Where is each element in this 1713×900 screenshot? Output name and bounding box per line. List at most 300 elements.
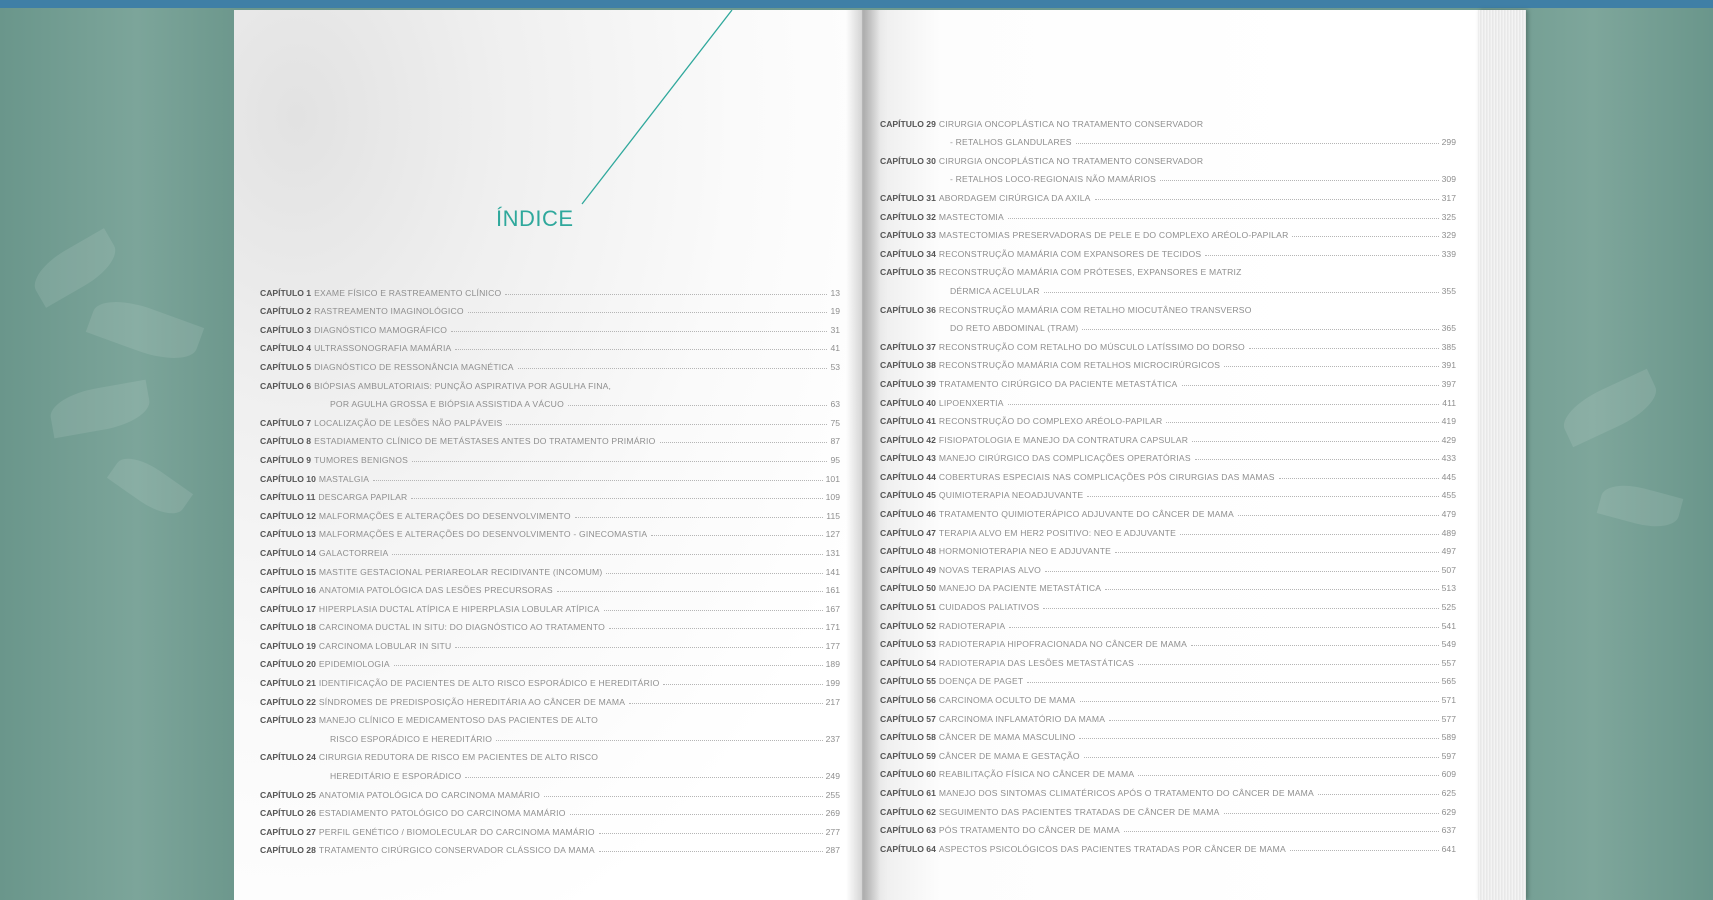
- dot-leader: [1084, 757, 1439, 758]
- dot-leader: [496, 740, 823, 741]
- chapter-title: RADIOTERAPIA HIPOFRACIONADA NO CÂNCER DE MAMA: [938, 639, 1188, 650]
- page-number: 237: [825, 733, 840, 744]
- chapter-title: IDENTIFICAÇÃO DE PACIENTES DE ALTO RISCO ESPORÁDICO E HEREDITÁRIO: [318, 678, 660, 689]
- chapter-title: LIPOENXERTIA: [938, 397, 1004, 408]
- toc-entry: [260, 744, 840, 763]
- chapter-number: CAPÍTULO 61: [880, 787, 936, 798]
- toc-entry: [880, 110, 1456, 129]
- dot-leader: [1180, 534, 1439, 535]
- chapter-title: CIRURGIA REDUTORA DE RISCO EM PACIENTES DE ALTO RISCO: [318, 752, 599, 763]
- dot-leader: [1249, 348, 1439, 349]
- chapter-number: CAPÍTULO 3: [260, 324, 312, 335]
- page-number: 513: [1441, 583, 1456, 594]
- toc-left-column: [260, 279, 840, 855]
- chapter-title: SÍNDROMES DE PREDISPOSIÇÃO HEREDITÁRIA AO CÂNCER DE MAMA: [318, 696, 626, 707]
- toc-entry: [880, 166, 1456, 185]
- dot-leader: [1115, 552, 1439, 553]
- dot-leader: [663, 684, 822, 685]
- toc-entry: [880, 203, 1456, 222]
- dot-leader: [599, 833, 823, 834]
- toc-entry: [260, 521, 840, 540]
- chapter-title: CUIDADOS PALIATIVOS: [938, 602, 1040, 613]
- chapter-number: CAPÍTULO 45: [880, 490, 936, 501]
- page-number: 309: [1441, 174, 1456, 185]
- chapter-title: LOCALIZAÇÃO DE LESÕES NÃO PALPÁVEIS: [314, 417, 503, 428]
- toc-entry: [260, 800, 840, 819]
- chapter-number: CAPÍTULO 20: [260, 659, 316, 670]
- dot-leader: [1192, 441, 1439, 442]
- toc-entry: [880, 724, 1456, 743]
- toc-entry: [880, 742, 1456, 761]
- chapter-title: DO RETO ABDOMINAL (TRAM): [950, 323, 1079, 334]
- toc-entry: [260, 725, 840, 744]
- chapter-title: MASTALGIA: [318, 473, 370, 484]
- toc-entry: [260, 409, 840, 428]
- chapter-number: CAPÍTULO 42: [880, 434, 936, 445]
- chapter-title: ULTRASSONOGRAFIA MAMÁRIA: [314, 343, 452, 354]
- chapter-title: RECONSTRUÇÃO MAMÁRIA COM RETALHOS MICROCIRÚRGICOS: [938, 360, 1221, 371]
- chapter-title: FISIOPATOLOGIA E MANEJO DA CONTRATURA CAPSULAR: [938, 434, 1189, 445]
- page-number: 199: [825, 678, 840, 689]
- chapter-number: CAPÍTULO 2: [260, 306, 312, 317]
- page-number: 525: [1441, 602, 1456, 613]
- chapter-number: CAPÍTULO 7: [260, 417, 312, 428]
- dot-leader: [1160, 180, 1439, 181]
- chapter-title: CIRURGIA ONCOPLÁSTICA NO TRATAMENTO CONSERVADOR: [938, 155, 1204, 166]
- dot-leader: [1290, 850, 1439, 851]
- chapter-number: CAPÍTULO 33: [880, 230, 936, 241]
- chapter-number: CAPÍTULO 48: [880, 546, 936, 557]
- toc-entry: [880, 538, 1456, 557]
- chapter-title: MALFORMAÇÕES E ALTERAÇÕES DO DESENVOLVIMENTO: [318, 510, 571, 521]
- chapter-title: COBERTURAS ESPECIAIS NAS COMPLICAÇÕES PÓS CIRURGIAS DAS MAMAS: [938, 471, 1275, 482]
- page-number: 589: [1441, 732, 1456, 743]
- page-number: 317: [1441, 192, 1456, 203]
- page-number: 433: [1441, 453, 1456, 464]
- toc-entry: [260, 651, 840, 670]
- chapter-number: CAPÍTULO 13: [260, 529, 316, 540]
- chapter-title: RECONSTRUÇÃO DO COMPLEXO ARÉOLO-PAPILAR: [938, 416, 1163, 427]
- chapter-number: CAPÍTULO 21: [260, 678, 316, 689]
- chapter-number: CAPÍTULO 46: [880, 509, 936, 520]
- chapter-title: TRATAMENTO CIRÚRGICO CONSERVADOR CLÁSSICO DA MAMA: [318, 845, 595, 856]
- page-number: 255: [825, 789, 840, 800]
- chapter-number: CAPÍTULO 18: [260, 622, 316, 633]
- dot-leader: [1138, 775, 1438, 776]
- dot-leader: [609, 628, 823, 629]
- chapter-title: BIÓPSIAS AMBULATORIAIS: PUNÇÃO ASPIRATIVA POR AGULHA FINA,: [314, 380, 612, 391]
- dot-leader: [412, 461, 827, 462]
- toc-entry: [880, 315, 1456, 334]
- page-number: 95: [830, 454, 840, 465]
- chapter-title: DOENÇA DE PAGET: [938, 676, 1024, 687]
- dot-leader: [1080, 701, 1439, 702]
- dot-leader: [570, 814, 823, 815]
- page-number: 101: [825, 473, 840, 484]
- toc-entry: [880, 426, 1456, 445]
- dot-leader: [451, 331, 827, 332]
- page-number: 115: [826, 510, 840, 521]
- toc-entry: [260, 818, 840, 837]
- page-number: 217: [825, 696, 840, 707]
- page-number: 189: [825, 659, 840, 670]
- chapter-number: CAPÍTULO 31: [880, 192, 936, 203]
- dot-leader: [1008, 218, 1439, 219]
- chapter-number: CAPÍTULO 43: [880, 453, 936, 464]
- dot-leader: [1224, 813, 1439, 814]
- chapter-title: GALACTORREIA: [318, 547, 389, 558]
- chapter-number: CAPÍTULO 27: [260, 826, 316, 837]
- toc-entry: [260, 372, 840, 391]
- dot-leader: [455, 349, 827, 350]
- chapter-title: RECONSTRUÇÃO MAMÁRIA COM PRÓTESES, EXPANSORES E MATRIZ: [938, 267, 1242, 278]
- decorative-leaf: [47, 380, 153, 439]
- page-number: 277: [825, 826, 840, 837]
- chapter-number: CAPÍTULO 8: [260, 436, 312, 447]
- chapter-title: RISCO ESPORÁDICO E HEREDITÁRIO: [330, 733, 493, 744]
- chapter-number: CAPÍTULO 40: [880, 397, 936, 408]
- toc-entry: [260, 279, 840, 298]
- dot-leader: [1008, 404, 1440, 405]
- dot-leader: [465, 777, 822, 778]
- page-number: 329: [1441, 230, 1456, 241]
- chapter-title: MANEJO DOS SINTOMAS CLIMATÉRICOS APÓS O TRATAMENTO DO CÂNCER DE MAMA: [938, 787, 1314, 798]
- chapter-title: ESTADIAMENTO PATOLÓGICO DO CARCINOMA MAMÁRIO: [318, 808, 566, 819]
- dot-leader: [411, 498, 822, 499]
- toc-entry: [260, 298, 840, 317]
- dot-leader: [1224, 366, 1438, 367]
- toc-entry: [880, 445, 1456, 464]
- toc-entry: [880, 129, 1456, 148]
- chapter-number: CAPÍTULO 22: [260, 696, 316, 707]
- toc-entry: [260, 558, 840, 577]
- page-number: 325: [1441, 211, 1456, 222]
- toc-entry: [880, 668, 1456, 687]
- chapter-title: MASTITE GESTACIONAL PERIAREOLAR RECIDIVANTE (INCOMUM): [318, 566, 603, 577]
- toc-entry: [260, 446, 840, 465]
- chapter-title: RECONSTRUÇÃO COM RETALHO DO MÚSCULO LATÍSSIMO DO DORSO: [938, 341, 1245, 352]
- dot-leader: [1009, 627, 1438, 628]
- chapter-title: CIRURGIA ONCOPLÁSTICA NO TRATAMENTO CONSERVADOR: [938, 118, 1204, 129]
- page-number: 489: [1441, 527, 1456, 538]
- toc-entry: [880, 705, 1456, 724]
- page-number: 131: [825, 547, 840, 558]
- page-number: 339: [1441, 248, 1456, 259]
- toc-entry: [880, 482, 1456, 501]
- chapter-title: DIAGNÓSTICO DE RESSONÂNCIA MAGNÉTICA: [314, 361, 514, 372]
- page-number: 167: [825, 603, 840, 614]
- chapter-number: CAPÍTULO 59: [880, 750, 936, 761]
- toc-entry: [260, 353, 840, 372]
- chapter-title: MANEJO CIRÚRGICO DAS COMPLICAÇÕES OPERATÓRIAS: [938, 453, 1191, 464]
- toc-entry: [880, 389, 1456, 408]
- chapter-title: ESTADIAMENTO CLÍNICO DE METÁSTASES ANTES DO TRATAMENTO PRIMÁRIO: [314, 436, 656, 447]
- chapter-number: CAPÍTULO 52: [880, 620, 936, 631]
- page-number: 109: [825, 492, 840, 503]
- decorative-leaf: [1556, 369, 1664, 448]
- dot-leader: [518, 368, 828, 369]
- chapter-title: CÂNCER DE MAMA E GESTAÇÃO: [938, 750, 1080, 761]
- toc-entry: [260, 484, 840, 503]
- chapter-number: CAPÍTULO 23: [260, 715, 316, 726]
- chapter-number: CAPÍTULO 62: [880, 806, 936, 817]
- chapter-number: CAPÍTULO 28: [260, 845, 316, 856]
- toc-entry: [260, 688, 840, 707]
- chapter-title: PERFIL GENÉTICO / BIOMOLECULAR DO CARCINOMA MAMÁRIO: [318, 826, 595, 837]
- toc-entry: [880, 612, 1456, 631]
- chapter-number: CAPÍTULO 55: [880, 676, 936, 687]
- toc-entry: [260, 595, 840, 614]
- toc-entry: [880, 835, 1456, 854]
- chapter-title: TERAPIA ALVO EM HER2 POSITIVO: NEO E ADJUVANTE: [938, 527, 1177, 538]
- dot-leader: [1279, 478, 1439, 479]
- chapter-number: CAPÍTULO 4: [260, 343, 312, 354]
- toc-entry: [260, 577, 840, 596]
- page-number: 171: [825, 622, 840, 633]
- chapter-number: CAPÍTULO 58: [880, 732, 936, 743]
- dot-leader: [544, 796, 823, 797]
- chapter-title: CARCINOMA OCULTO DE MAMA: [938, 695, 1076, 705]
- chapter-number: CAPÍTULO 53: [880, 639, 936, 650]
- page-number: 385: [1441, 341, 1456, 352]
- dot-leader: [1205, 255, 1438, 256]
- chapter-title: DIAGNÓSTICO MAMOGRÁFICO: [314, 324, 448, 335]
- chapter-title: MASTECTOMIAS PRESERVADORAS DE PELE E DO COMPLEXO ARÉOLO-PAPILAR: [938, 230, 1289, 241]
- dot-leader: [455, 647, 822, 648]
- chapter-title: CARCINOMA DUCTAL IN SITU: DO DIAGNÓSTICO AO TRATAMENTO: [318, 622, 606, 633]
- toc-entry: [880, 779, 1456, 798]
- chapter-number: CAPÍTULO 29: [880, 118, 936, 129]
- toc-entry: [880, 370, 1456, 389]
- top-bar: [0, 0, 1713, 8]
- chapter-number: CAPÍTULO 56: [880, 695, 936, 705]
- dot-leader: [1138, 664, 1439, 665]
- dot-leader: [1292, 236, 1438, 237]
- page-number: 625: [1441, 787, 1456, 798]
- chapter-number: CAPÍTULO 39: [880, 378, 936, 389]
- right-page: [862, 10, 1514, 900]
- chapter-number: CAPÍTULO 54: [880, 657, 936, 668]
- page-number: 429: [1441, 434, 1456, 445]
- chapter-number: CAPÍTULO 44: [880, 471, 936, 482]
- page-number: 445: [1441, 471, 1456, 482]
- left-page: [234, 10, 862, 900]
- toc-entry: [880, 519, 1456, 538]
- toc-entry: [260, 669, 840, 688]
- chapter-number: CAPÍTULO 19: [260, 640, 316, 651]
- chapter-title: DESCARGA PAPILAR: [318, 492, 408, 503]
- chapter-number: CAPÍTULO 6: [260, 380, 312, 391]
- dot-leader: [505, 294, 827, 295]
- page-number: 269: [825, 808, 840, 819]
- chapter-number: CAPÍTULO 25: [260, 789, 316, 800]
- toc-entry: [880, 556, 1456, 575]
- chapter-title: POR AGULHA GROSSA E BIÓPSIA ASSISTIDA A VÁCUO: [330, 399, 564, 410]
- chapter-title: PÓS TRATAMENTO DO CÂNCER DE MAMA: [938, 825, 1120, 836]
- chapter-title: TRATAMENTO QUIMIOTERÁPICO ADJUVANTE DO CÂNCER DE MAMA: [938, 509, 1234, 520]
- chapter-title: RADIOTERAPIA: [938, 620, 1006, 631]
- chapter-title: CÂNCER DE MAMA MASCULINO: [938, 732, 1076, 743]
- page-number: 53: [830, 361, 840, 372]
- toc-entry: [260, 632, 840, 651]
- chapter-title: MANEJO DA PACIENTE METASTÁTICA: [938, 583, 1102, 594]
- toc-entry: [880, 408, 1456, 427]
- dot-leader: [568, 405, 827, 406]
- dot-leader: [557, 591, 823, 592]
- page-number: 609: [1441, 769, 1456, 780]
- toc-entry: [260, 335, 840, 354]
- chapter-number: CAPÍTULO 17: [260, 603, 316, 614]
- page-number: 41: [830, 343, 840, 354]
- page-number: 565: [1441, 676, 1456, 687]
- chapter-title: RASTREAMENTO IMAGINOLÓGICO: [314, 306, 464, 317]
- page-number: 507: [1441, 564, 1456, 575]
- chapter-title: NOVAS TERAPIAS ALVO: [938, 564, 1042, 575]
- page-number: 637: [1441, 825, 1456, 836]
- dot-leader: [1087, 496, 1438, 497]
- dot-leader: [1027, 682, 1438, 683]
- page-number: 597: [1441, 750, 1456, 761]
- page-number: 75: [830, 417, 840, 428]
- chapter-title: RADIOTERAPIA DAS LESÕES METASTÁTICAS: [938, 657, 1135, 668]
- chapter-number: CAPÍTULO 5: [260, 361, 312, 372]
- dot-leader: [1079, 738, 1438, 739]
- toc-entry: [880, 798, 1456, 817]
- page-number: 391: [1441, 360, 1456, 371]
- chapter-number: CAPÍTULO 63: [880, 825, 936, 836]
- decorative-leaf: [86, 291, 204, 370]
- dot-leader: [468, 312, 828, 313]
- page-number: 19: [830, 306, 840, 317]
- chapter-title: MASTECTOMIA: [938, 211, 1004, 222]
- chapter-number: CAPÍTULO 38: [880, 360, 936, 371]
- toc-right-column: [880, 110, 1456, 854]
- dot-leader: [1195, 459, 1439, 460]
- dot-leader: [1045, 571, 1439, 572]
- dot-leader: [1105, 589, 1438, 590]
- dot-leader: [506, 424, 827, 425]
- chapter-number: CAPÍTULO 60: [880, 769, 936, 780]
- dot-leader: [604, 610, 823, 611]
- chapter-number: CAPÍTULO 64: [880, 843, 936, 854]
- chapter-number: CAPÍTULO 51: [880, 602, 936, 613]
- chapter-title: HORMONIOTERAPIA NEO E ADJUVANTE: [938, 546, 1112, 557]
- chapter-number: CAPÍTULO 11: [260, 492, 316, 503]
- dot-leader: [660, 442, 828, 443]
- dot-leader: [651, 535, 822, 536]
- page-number: 365: [1441, 323, 1456, 334]
- page-number: 479: [1441, 509, 1456, 520]
- chapter-title: - RETALHOS LOCO-REGIONAIS NÃO MAMÁRIOS: [950, 174, 1157, 185]
- toc-entry: [260, 762, 840, 781]
- chapter-title: CARCINOMA INFLAMATÓRIO DA MAMA: [938, 713, 1106, 724]
- toc-entry: [260, 316, 840, 335]
- page-number: 141: [825, 566, 840, 577]
- chapter-number: CAPÍTULO 35: [880, 267, 936, 278]
- page-number: 161: [825, 585, 840, 596]
- toc-entry: [260, 539, 840, 558]
- dot-leader: [1166, 422, 1438, 423]
- chapter-number: CAPÍTULO 34: [880, 248, 936, 259]
- chapter-title: ANATOMIA PATOLÓGICA DO CARCINOMA MAMÁRIO: [318, 789, 540, 800]
- chapter-title: - RETALHOS GLANDULARES: [950, 137, 1072, 148]
- chapter-number: CAPÍTULO 30: [880, 155, 936, 166]
- page-number: 641: [1441, 843, 1456, 854]
- dot-leader: [394, 665, 823, 666]
- dot-leader: [1043, 608, 1438, 609]
- chapter-title: REABILITAÇÃO FÍSICA NO CÂNCER DE MAMA: [938, 769, 1135, 780]
- page-number: 577: [1441, 713, 1456, 724]
- page-number: 127: [825, 529, 840, 540]
- toc-entry: [260, 391, 840, 410]
- chapter-title: RECONSTRUÇÃO MAMÁRIA COM EXPANSORES DE TECIDOS: [938, 248, 1202, 259]
- dot-leader: [1044, 292, 1439, 293]
- toc-entry: [880, 649, 1456, 668]
- dot-leader: [629, 703, 822, 704]
- chapter-title: SEGUIMENTO DAS PACIENTES TRATADAS DE CÂNCER DE MAMA: [938, 806, 1220, 817]
- chapter-title: EPIDEMIOLOGIA: [318, 659, 390, 670]
- page-number: 299: [1441, 137, 1456, 148]
- page-number: 13: [830, 287, 840, 298]
- chapter-title: MALFORMAÇÕES E ALTERAÇÕES DO DESENVOLVIMENTO - GINECOMASTIA: [318, 529, 648, 540]
- page-number: 497: [1441, 546, 1456, 557]
- toc-entry: [260, 502, 840, 521]
- chapter-number: CAPÍTULO 15: [260, 566, 316, 577]
- decorative-leaf: [1597, 478, 1684, 533]
- toc-entry: [880, 631, 1456, 650]
- chapter-title: MANEJO CLÍNICO E MEDICAMENTOSO DAS PACIENTES DE ALTO: [318, 715, 598, 726]
- chapter-number: CAPÍTULO 1: [260, 287, 312, 298]
- dot-leader: [1182, 385, 1439, 386]
- chapter-title: QUIMIOTERAPIA NEOADJUVANTE: [938, 490, 1084, 501]
- page-number: 419: [1441, 416, 1456, 427]
- index-heading: ÍNDICE: [496, 206, 574, 231]
- chapter-number: CAPÍTULO 50: [880, 583, 936, 594]
- toc-entry: [260, 707, 840, 726]
- page-number: 355: [1441, 285, 1456, 296]
- chapter-title: HIPERPLASIA DUCTAL ATÍPICA E HIPERPLASIA LOBULAR ATÍPICA: [318, 603, 600, 614]
- chapter-title: CARCINOMA LOBULAR IN SITU: [318, 640, 452, 651]
- chapter-number: CAPÍTULO 26: [260, 808, 316, 819]
- chapter-title: ASPECTOS PSICOLÓGICOS DAS PACIENTES TRATADAS POR CÂNCER DE MAMA: [938, 843, 1286, 854]
- decorative-leaf: [107, 448, 193, 523]
- page-number: 63: [830, 399, 840, 410]
- chapter-title: ABORDAGEM CIRÚRGICA DA AXILA: [938, 192, 1091, 203]
- toc-entry: [260, 465, 840, 484]
- chapter-number: CAPÍTULO 57: [880, 713, 936, 724]
- toc-entry: [880, 575, 1456, 594]
- dot-leader: [1076, 143, 1439, 144]
- dot-leader: [1095, 199, 1439, 200]
- toc-entry: [880, 500, 1456, 519]
- toc-entry: [880, 686, 1456, 705]
- page-edges: [1478, 10, 1526, 900]
- chapter-number: CAPÍTULO 32: [880, 211, 936, 222]
- page-number: 455: [1441, 490, 1456, 501]
- dot-leader: [606, 573, 822, 574]
- chapter-number: CAPÍTULO 36: [880, 304, 936, 315]
- toc-entry: [880, 333, 1456, 352]
- toc-entry: [880, 259, 1456, 278]
- page-number: 177: [825, 640, 840, 651]
- chapter-number: CAPÍTULO 16: [260, 585, 316, 596]
- chapter-number: CAPÍTULO 10: [260, 473, 316, 484]
- page-number: 249: [825, 771, 840, 782]
- toc-entry: [880, 296, 1456, 315]
- toc-entry: [260, 837, 840, 856]
- toc-entry: [880, 463, 1456, 482]
- chapter-number: CAPÍTULO 12: [260, 510, 316, 521]
